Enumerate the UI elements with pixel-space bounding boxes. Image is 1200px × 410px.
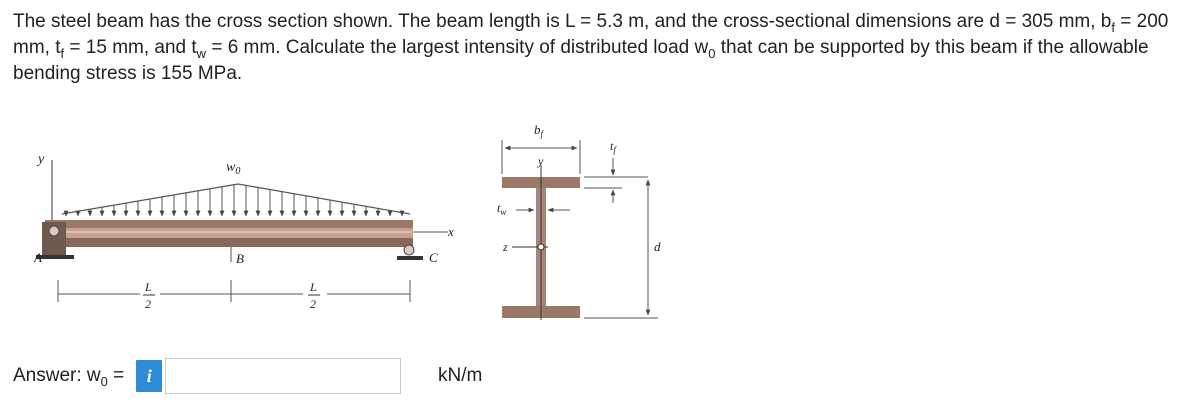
d-label: d bbox=[654, 239, 661, 254]
svg-text:L: L bbox=[145, 280, 152, 294]
problem-text: = 6 mm. Calculate the largest intensity of distributed load w bbox=[206, 37, 709, 58]
d-dimension bbox=[584, 180, 658, 318]
problem-text: The steel beam has the cross section shown. The beam length is L = 5.3 m, and the cross-sectional dimensions are d = 305 mm, b bbox=[13, 11, 1112, 32]
distributed-load bbox=[62, 184, 410, 216]
svg-text:2: 2 bbox=[310, 297, 316, 311]
roller-support-c bbox=[397, 245, 423, 260]
problem-text: = 15 mm, and t bbox=[64, 37, 197, 58]
bf-label: $b_f$ bbox=[534, 122, 544, 139]
i-beam-cross-section bbox=[502, 165, 580, 320]
tf-dimension bbox=[584, 158, 648, 203]
info-icon[interactable]: i bbox=[136, 360, 162, 392]
length-dimension bbox=[58, 280, 410, 302]
section-y-label: y bbox=[538, 154, 544, 168]
answer-row bbox=[13, 356, 401, 396]
subscript: f bbox=[60, 45, 65, 61]
subscript: 0 bbox=[708, 45, 716, 61]
units-label: kN/m bbox=[438, 365, 483, 386]
subscript: w bbox=[196, 45, 207, 61]
section-z-label: z bbox=[503, 240, 508, 254]
w0-label: $w_0$ bbox=[226, 160, 241, 177]
subscript: f bbox=[1111, 19, 1115, 35]
problem-text: = 200 mm, t bbox=[13, 11, 1169, 58]
beam bbox=[45, 220, 413, 247]
tw-label: $t_w$ bbox=[497, 201, 507, 217]
problem-text: that can be supported by this beam if the allowable bending stress is 155 MPa. bbox=[13, 37, 1149, 84]
point-b-label: B bbox=[236, 251, 244, 266]
tf-label: $t_f$ bbox=[610, 139, 616, 155]
answer-label: Answer: $w_0$ = bbox=[13, 365, 125, 389]
answer-input[interactable] bbox=[165, 358, 401, 394]
svg-text:L: L bbox=[310, 280, 317, 294]
half-length-label-left bbox=[143, 280, 155, 311]
point-c-label: C bbox=[429, 250, 438, 265]
y-axis-label: y bbox=[38, 152, 45, 167]
point-a-label: A bbox=[34, 250, 42, 265]
svg-text:2: 2 bbox=[145, 297, 151, 311]
x-axis-label: x bbox=[448, 224, 454, 239]
half-length-label-right bbox=[308, 280, 320, 311]
